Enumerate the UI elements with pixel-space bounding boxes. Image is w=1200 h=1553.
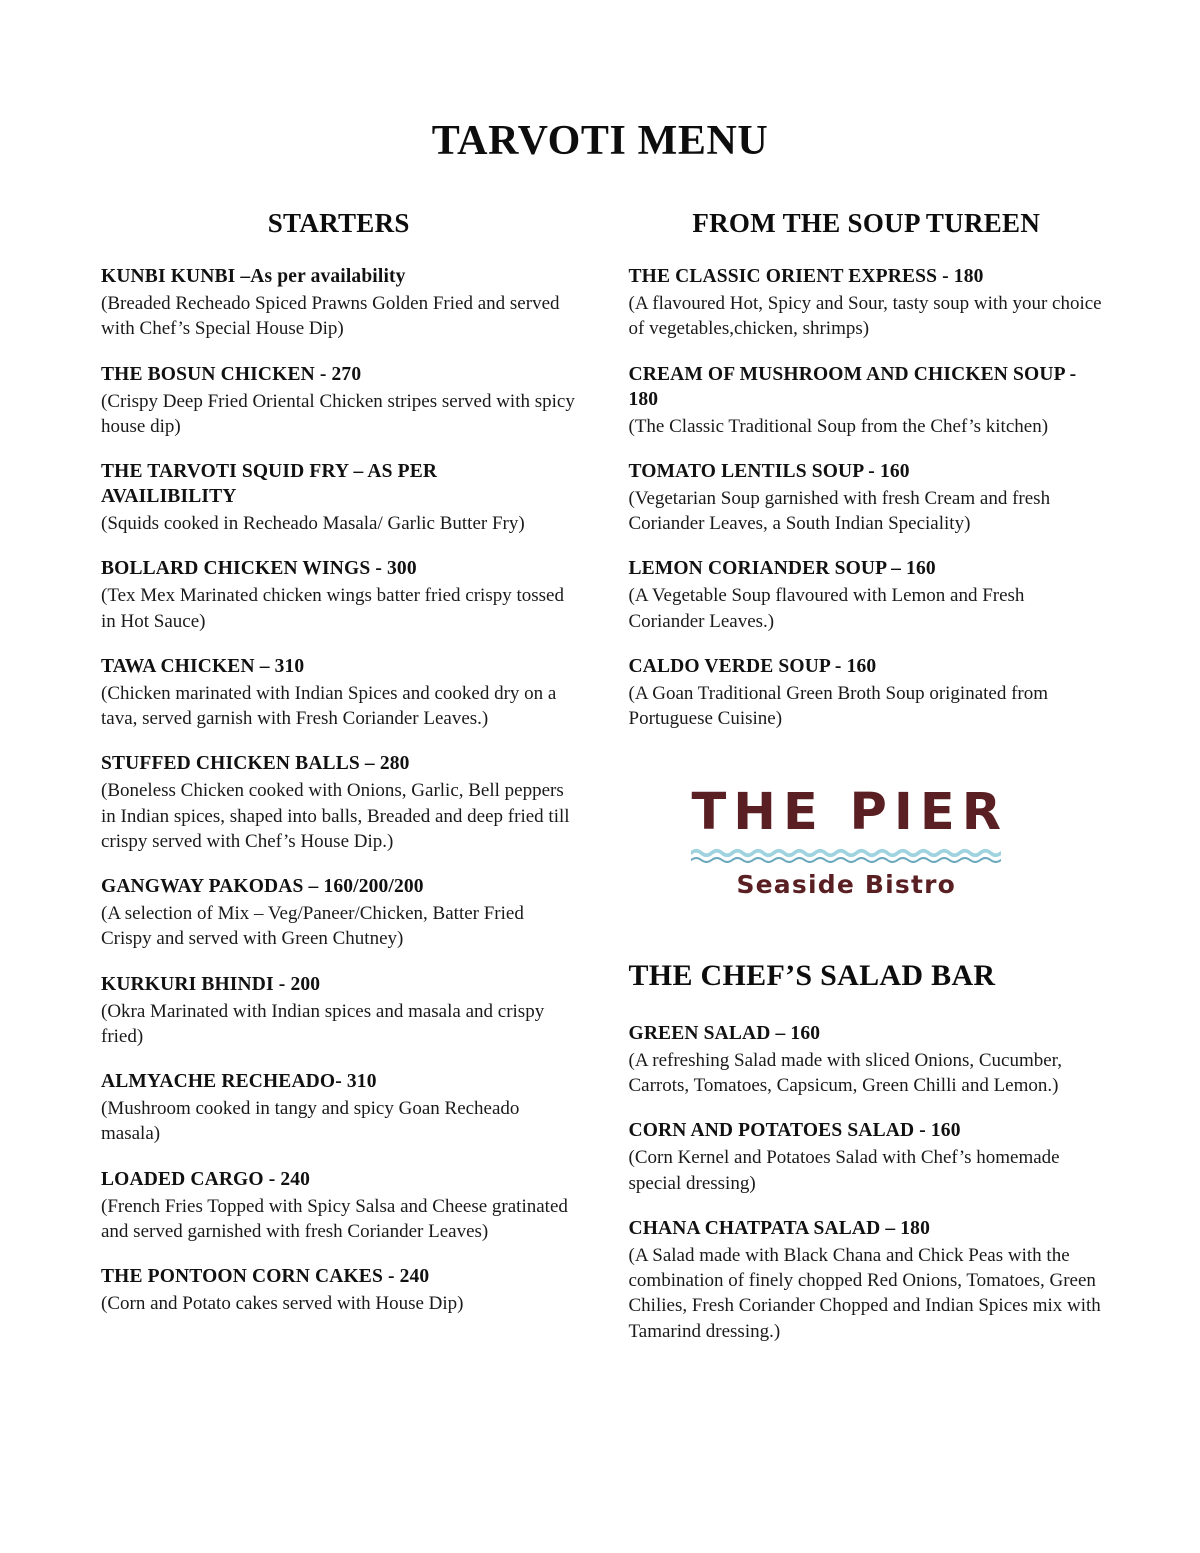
menu-item bbox=[629, 265, 1105, 341]
column-left bbox=[101, 208, 577, 1316]
logo-tagline-text: Seaside Bistro bbox=[736, 870, 957, 900]
menu-item-name: GREEN SALAD – 160 bbox=[628, 1022, 821, 1044]
menu-item bbox=[101, 1265, 577, 1316]
menu-item-description: (A Goan Traditional Green Broth Soup originated from Portuguese Cuisine) bbox=[628, 682, 1049, 730]
wave-divider-icon bbox=[691, 847, 1001, 865]
menu-item-description: (Squids cooked in Recheado Masala/ Garlic Butter Fry) bbox=[101, 513, 525, 535]
menu-item-description: (Okra Marinated with Indian spices and masala and crispy fried) bbox=[101, 1000, 545, 1047]
section-salad-bar bbox=[629, 959, 1105, 1343]
menu-item bbox=[629, 460, 1105, 536]
menu-item-name: THE CLASSIC ORIENT EXPRESS - 180 bbox=[628, 266, 984, 288]
menu-item bbox=[101, 973, 577, 1049]
menu-item bbox=[629, 363, 1105, 439]
menu-item bbox=[101, 265, 577, 341]
menu-item-description: (The Classic Traditional Soup from the Chef’s kitchen) bbox=[628, 415, 1049, 437]
menu-item-name: TAWA CHICKEN – 310 bbox=[101, 655, 305, 677]
menu-item bbox=[101, 1070, 577, 1146]
menu-item-description: (French Fries Topped with Spicy Salsa and Cheese gratinated and served garnished with fresh Coriander Leaves) bbox=[101, 1195, 568, 1242]
menu-item bbox=[629, 1119, 1105, 1195]
menu-item bbox=[101, 557, 577, 633]
menu-item-description: (Tex Mex Marinated chicken wings batter fried crispy tossed in Hot Sauce) bbox=[101, 585, 564, 632]
menu-item-description: (Breaded Recheado Spiced Prawns Golden Fried and served with Chef’s Special House Dip) bbox=[101, 293, 560, 340]
menu-item-name: THE PONTOON CORN CAKES - 240 bbox=[101, 1266, 430, 1288]
menu-item bbox=[101, 875, 577, 951]
menu-item-name: TOMATO LENTILS SOUP - 160 bbox=[628, 460, 910, 482]
menu-item-name: LOADED CARGO - 240 bbox=[101, 1168, 311, 1190]
section-starters bbox=[101, 208, 577, 1316]
section-heading-salad-bar: THE CHEF’S SALAD BAR bbox=[628, 959, 996, 993]
column-right bbox=[629, 208, 1105, 1344]
menu-item-description: (A Vegetable Soup flavoured with Lemon and Fresh Coriander Leaves.) bbox=[628, 585, 1025, 632]
menu-item bbox=[101, 363, 577, 439]
menu-item-name: THE TARVOTI SQUID FRY – AS PER AVAILIBILITY bbox=[101, 461, 438, 508]
menu-item-name: CORN AND POTATOES SALAD - 160 bbox=[628, 1120, 961, 1142]
menu-item-name: BOLLARD CHICKEN WINGS - 300 bbox=[101, 558, 417, 580]
starters-item-list bbox=[101, 265, 577, 1316]
menu-item bbox=[629, 655, 1105, 731]
menu-item bbox=[101, 655, 577, 731]
menu-item bbox=[629, 1217, 1105, 1344]
menu-item-name: STUFFED CHICKEN BALLS – 280 bbox=[101, 753, 410, 775]
menu-item-description: (A selection of Mix – Veg/Paneer/Chicken, Batter Fried Crispy and served with Green Chutney) bbox=[101, 903, 524, 950]
menu-item-name: THE BOSUN CHICKEN - 270 bbox=[101, 363, 362, 385]
menu-item-name: KURKURI BHINDI - 200 bbox=[101, 973, 321, 995]
menu-item-name: KUNBI KUNBI –As per availability bbox=[101, 266, 406, 288]
section-heading-starters: STARTERS bbox=[267, 208, 410, 239]
menu-item-name: CREAM OF MUSHROOM AND CHICKEN SOUP - 180 bbox=[628, 363, 1077, 410]
menu-item-description: (Chicken marinated with Indian Spices and cooked dry on a tava, served garnish with Fresh Coriander Leaves.) bbox=[101, 682, 557, 730]
menu-item-name: ALMYACHE RECHEADO- 310 bbox=[101, 1071, 377, 1093]
menu-item bbox=[101, 1168, 577, 1244]
menu-item-description: (Mushroom cooked in tangy and spicy Goan Recheado masala) bbox=[101, 1098, 520, 1145]
menu-item bbox=[629, 557, 1105, 633]
salad-item-list bbox=[629, 1022, 1105, 1344]
menu-item bbox=[629, 1022, 1105, 1098]
menu-item-description: (Corn and Potato cakes served with House Dip) bbox=[101, 1292, 464, 1314]
the-pier-logo bbox=[629, 783, 1105, 900]
menu-item-description: (A Salad made with Black Chana and Chick Peas with the combination of finely chopped Red Onions, Tomatoes, Green Chilies, Fresh Coriander Chopped and Indian Spices mix with Tamarind dressing.) bbox=[628, 1244, 1101, 1342]
soup-item-list bbox=[629, 265, 1105, 731]
menu-item-description: (Boneless Chicken cooked with Onions, Garlic, Bell peppers in Indian spices, shaped into balls, Breaded and deep fried till crispy served with Chef’s House Dip.) bbox=[101, 780, 570, 852]
menu-item-description: (A refreshing Salad made with sliced Onions, Cucumber, Carrots, Tomatoes, Capsicum, Green Chilli and Lemon.) bbox=[628, 1049, 1063, 1097]
menu-item-description: (Crispy Deep Fried Oriental Chicken stripes served with spicy house dip) bbox=[101, 390, 575, 437]
menu-item-name: CALDO VERDE SOUP - 160 bbox=[628, 655, 877, 677]
page-title: TARVOTI MENU bbox=[431, 118, 769, 164]
menu-item-description: (Corn Kernel and Potatoes Salad with Chef’s homemade special dressing) bbox=[628, 1147, 1060, 1194]
menu-item-name: LEMON CORIANDER SOUP – 160 bbox=[628, 558, 936, 580]
menu-item-name: CHANA CHATPATA SALAD – 180 bbox=[628, 1217, 930, 1239]
menu-item-description: (A flavoured Hot, Spicy and Sour, tasty soup with your choice of vegetables,chicken, shrimps) bbox=[628, 293, 1102, 340]
menu-item-name: GANGWAY PAKODAS – 160/200/200 bbox=[101, 876, 424, 898]
menu-columns bbox=[0, 208, 1200, 1344]
menu-item bbox=[101, 460, 577, 536]
menu-item bbox=[101, 752, 577, 854]
section-heading-soup-tureen: FROM THE SOUP TUREEN bbox=[692, 208, 1041, 239]
menu-item-description: (Vegetarian Soup garnished with fresh Cream and fresh Coriander Leaves, a South Indian Speciality) bbox=[628, 487, 1051, 535]
section-soup-tureen bbox=[629, 208, 1105, 731]
logo-wordmark-text: THE PIER bbox=[691, 783, 1009, 843]
